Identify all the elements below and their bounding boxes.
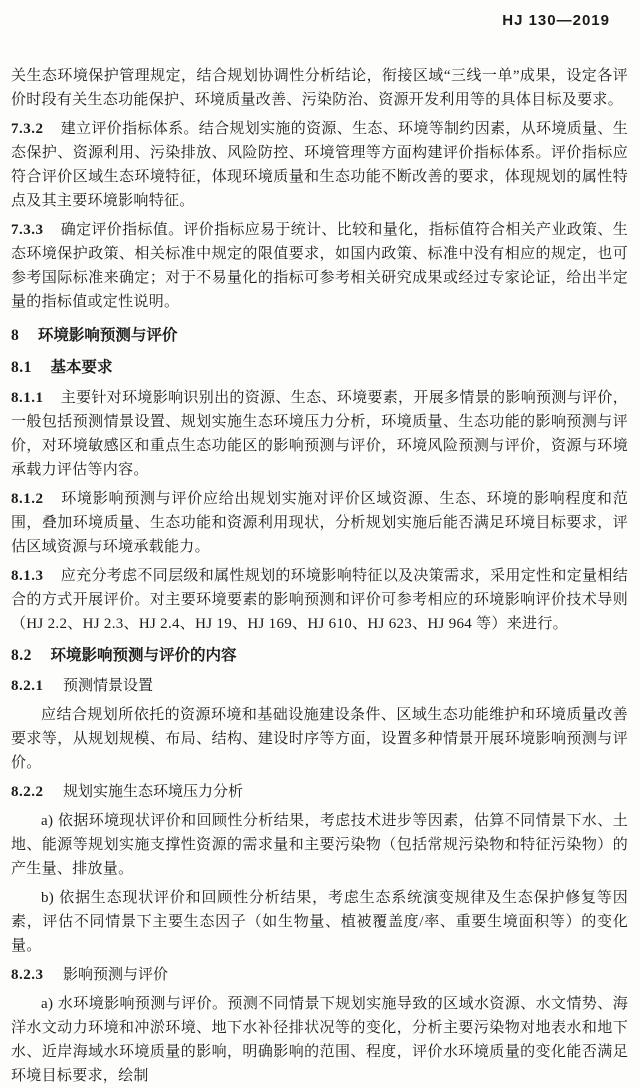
clause-paragraph (11, 487, 628, 559)
clause-text: 确定评价指标值。评价指标应易于统计、比较和量化，指标值符合相关产业政策、生态环境保护政策、相关标准中规定的限值要求，如国内政策、标准中没有相应的规定，也可参考国际标准来确定；对于不易量化的指标可参考相关研究成果或经过专家论证，给出半定量的指标值或定性说明。 (11, 222, 628, 310)
clause-number: 8.2.2 (11, 784, 44, 800)
section-number: 8 (11, 327, 20, 344)
list-item-paragraph (11, 992, 628, 1088)
standard-code: HJ 130—2019 (502, 12, 610, 29)
clause-text: 建立评价指标体系。结合规划实施的资源、生态、环境等制约因素，从环境质量、生态保护、资源利用、污染排放、风险防控、环境管理等方面构建评价指标体系。评价指标应符合评价区域生态环境特征，体现环境质量和生态功能不断改善的要求，体现规划的属性特点及其主要环境影响特征。 (11, 121, 628, 209)
clause-number: 8.1.3 (11, 568, 44, 584)
paragraph-text: 应结合规划所依托的资源环境和基础设施建设条件、区域生态功能维护和环境质量改善要求等，从规划规模、布局、结构、建设时序等方面，设置多种情景开展环境影响预测与评价。 (11, 707, 628, 771)
clause-paragraph (11, 386, 628, 482)
clause-paragraph (11, 117, 628, 213)
list-item-prefix: a) (41, 813, 54, 829)
clause-number: 8.2.1 (11, 678, 44, 694)
document-body (11, 64, 628, 1088)
clause-paragraph (11, 218, 628, 314)
section-number: 8.1 (11, 359, 32, 376)
list-item-text: 依据环境现状评价和回顾性分析结果，考虑技术进步等因素，估算不同情景下水、土地、能源等规划实施支撑性资源的需求量和主要污染物（包括常规污染物和特征污染物）的产生量、排放量。 (11, 813, 628, 877)
section-title: 基本要求 (50, 359, 113, 376)
clause-title: 影响预测与评价 (63, 967, 169, 983)
section-heading (11, 324, 628, 348)
section-heading (11, 644, 628, 668)
list-item-paragraph (11, 886, 628, 958)
list-item-prefix: a) (41, 996, 54, 1012)
clause-heading (11, 780, 628, 804)
clause-number: 7.3.2 (11, 121, 44, 137)
clause-heading (11, 963, 628, 987)
list-item-prefix: b) (41, 890, 55, 906)
page-header (11, 12, 628, 30)
clause-text: 主要针对环境影响识别出的资源、生态、环境要素，开展多情景的影响预测与评价，一般包括预测情景设置、规划实施生态环境压力分析，环境质量、生态功能的影响预测与评价，对环境敏感区和重点生态功能区的影响预测与评价，环境风险预测与评价，资源与环境承载力评估等内容。 (11, 390, 628, 478)
clause-heading (11, 674, 628, 698)
paragraph-text: 关生态环境保护管理规定，结合规划协调性分析结论，衔接区域“三线一单”成果，设定各评价时段有关生态功能保护、环境质量改善、污染防治、资源开发利用等的具体目标及要求。 (11, 68, 628, 108)
clause-number: 8.1.2 (11, 491, 44, 507)
clause-number: 8.1.1 (11, 390, 44, 406)
clause-number: 7.3.3 (11, 222, 44, 238)
clause-title: 预测情景设置 (63, 678, 154, 694)
section-title: 环境影响预测与评价的内容 (50, 647, 237, 664)
body-paragraph (11, 64, 628, 112)
section-number: 8.2 (11, 647, 32, 664)
section-heading (11, 356, 628, 380)
clause-text: 应充分考虑不同层级和属性规划的环境影响特征以及决策需求，采用定性和定量相结合的方式开展评价。对主要环境要素的影响预测和评价可参考相应的环境影响评价技术导则（HJ 2.2、HJ 2.3、HJ 2.4、HJ 19、HJ 169、HJ 610、HJ 623、HJ 964 等）来进行。 (11, 568, 628, 632)
clause-text: 环境影响预测与评价应给出规划实施对评价区域资源、生态、环境的影响程度和范围，叠加环境质量、生态功能和资源利用现状，分析规划实施后能否满足环境目标要求，评估区域资源与环境承载能力。 (11, 491, 628, 555)
clause-number: 8.2.3 (11, 967, 44, 983)
clause-title: 规划实施生态环境压力分析 (63, 784, 244, 800)
section-title: 环境影响预测与评价 (37, 327, 178, 344)
list-item-paragraph (11, 809, 628, 881)
body-paragraph (11, 703, 628, 775)
clause-paragraph (11, 564, 628, 636)
list-item-text: 依据生态现状评价和回顾性分析结果，考虑生态系统演变规律及生态保护修复等因素，评估不同情景下主要生态因子（如生物量、植被覆盖度/率、重要生境面积等）的变化量。 (11, 890, 628, 954)
list-item-text: 水环境影响预测与评价。预测不同情景下规划实施导致的区域水资源、水文情势、海洋水文动力环境和冲淤环境、地下水补径排状况等的变化，分析主要污染物对地表水和地下水、近岸海域水环境质量的影响，明确影响的范围、程度，评价水环境质量的变化能否满足环境目标要求，绘制 (11, 996, 628, 1084)
